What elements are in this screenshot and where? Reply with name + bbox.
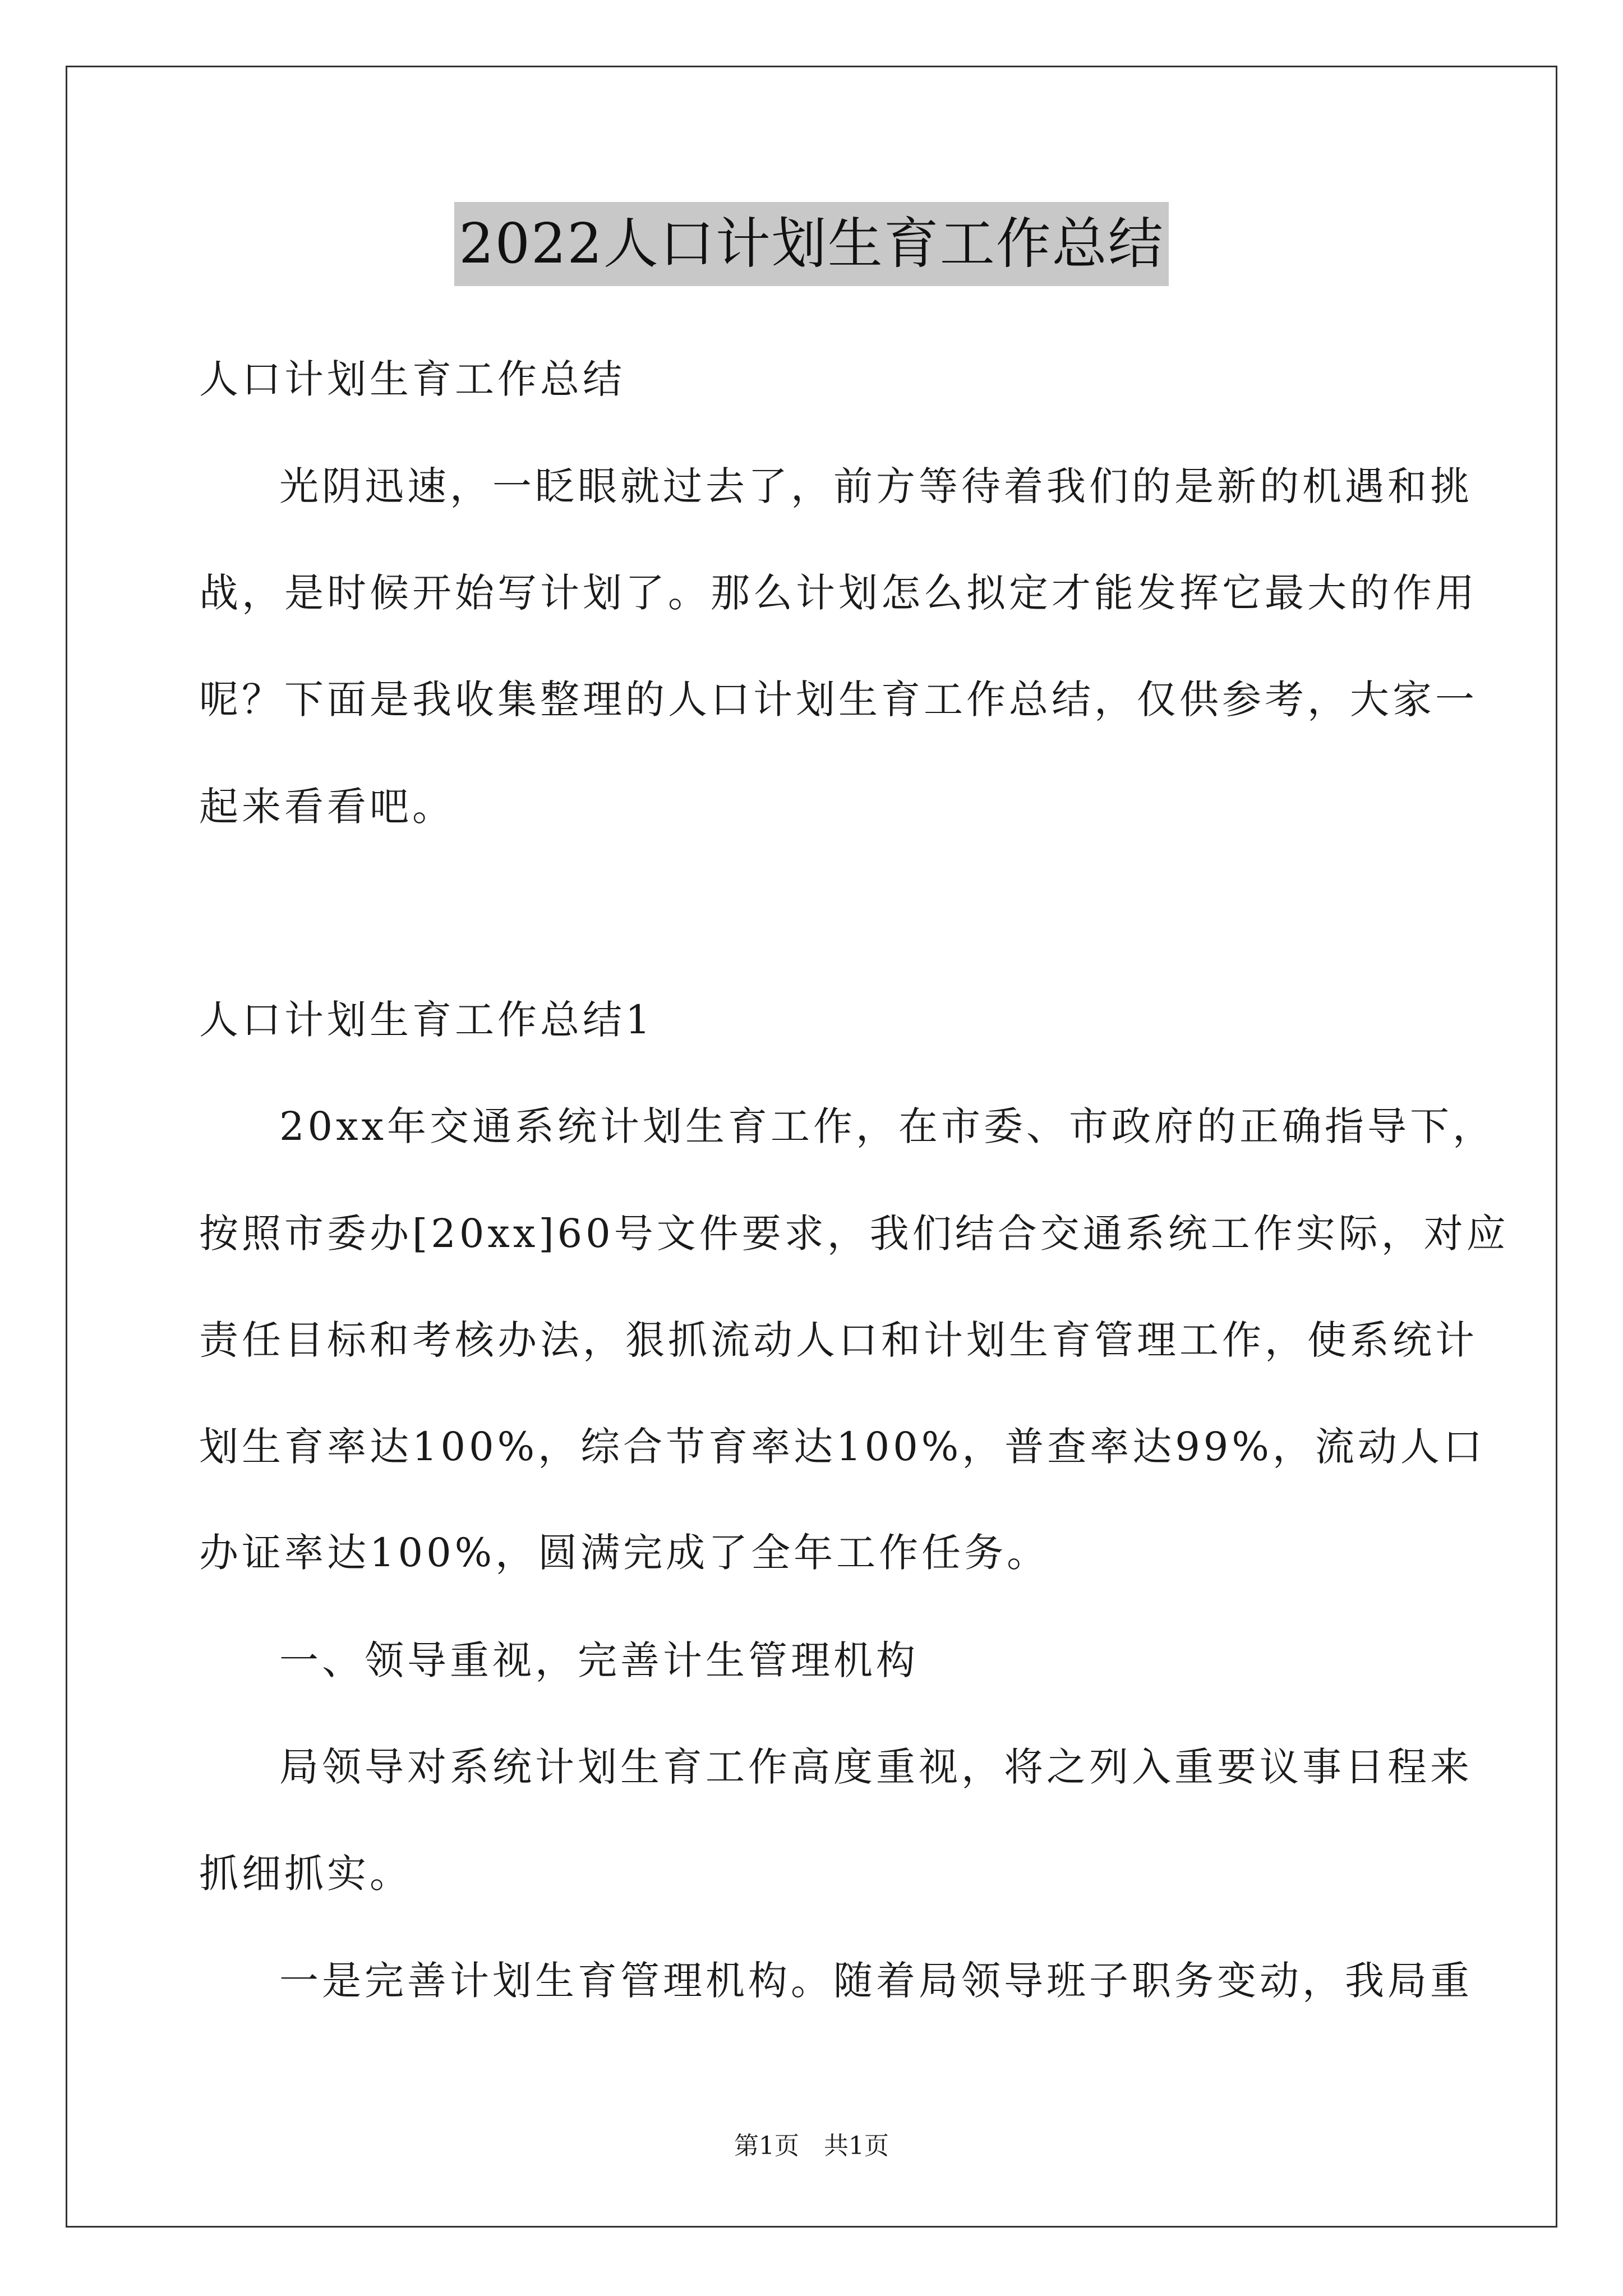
page-number-footer: 第1页 共1页	[734, 2132, 889, 2160]
paragraph-line: 20xx年交通系统计划生育工作，在市委、市政府的正确指导下，	[279, 1103, 1496, 1149]
paragraph-line: 起来看看吧。	[199, 784, 455, 830]
paragraph-line: 抓细抓实。	[199, 1851, 412, 1897]
document-title: 2022人口计划生育工作总结	[454, 202, 1168, 286]
paragraph-line: 责任目标和考核办法，狠抓流动人口和计划生育管理工作，使系统计	[199, 1317, 1478, 1363]
paragraph-line: 一是完善计划生育管理机构。随着局领导班子职务变动，我局重	[279, 1958, 1473, 2004]
paragraph-line: 战，是时候开始写计划了。那么计划怎么拟定才能发挥它最大的作用	[199, 570, 1478, 616]
paragraph-line: 划生育率达100%，综合节育率达100%，普查率达99%，流动人口	[199, 1424, 1486, 1470]
paragraph-line: 局领导对系统计划生育工作高度重视，将之列入重要议事日程来	[279, 1744, 1473, 1790]
paragraph-line: 呢？下面是我收集整理的人口计划生育工作总结，仅供参考，大家一	[199, 677, 1478, 723]
paragraph-line: 按照市委办[20xx]60号文件要求，我们结合交通系统工作实际，对应	[199, 1211, 1509, 1257]
paragraph-line: 光阴迅速，一眨眼就过去了，前方等待着我们的是新的机遇和挑	[279, 463, 1473, 509]
title-block	[0, 202, 1623, 286]
paragraph-line: 办证率达100%，圆满完成了全年工作任务。	[199, 1530, 1050, 1576]
subtitle-line: 人口计划生育工作总结	[199, 356, 625, 402]
section-heading: 人口计划生育工作总结1	[199, 997, 654, 1043]
subsection-heading: 一、领导重视，完善计生管理机构	[279, 1637, 919, 1683]
